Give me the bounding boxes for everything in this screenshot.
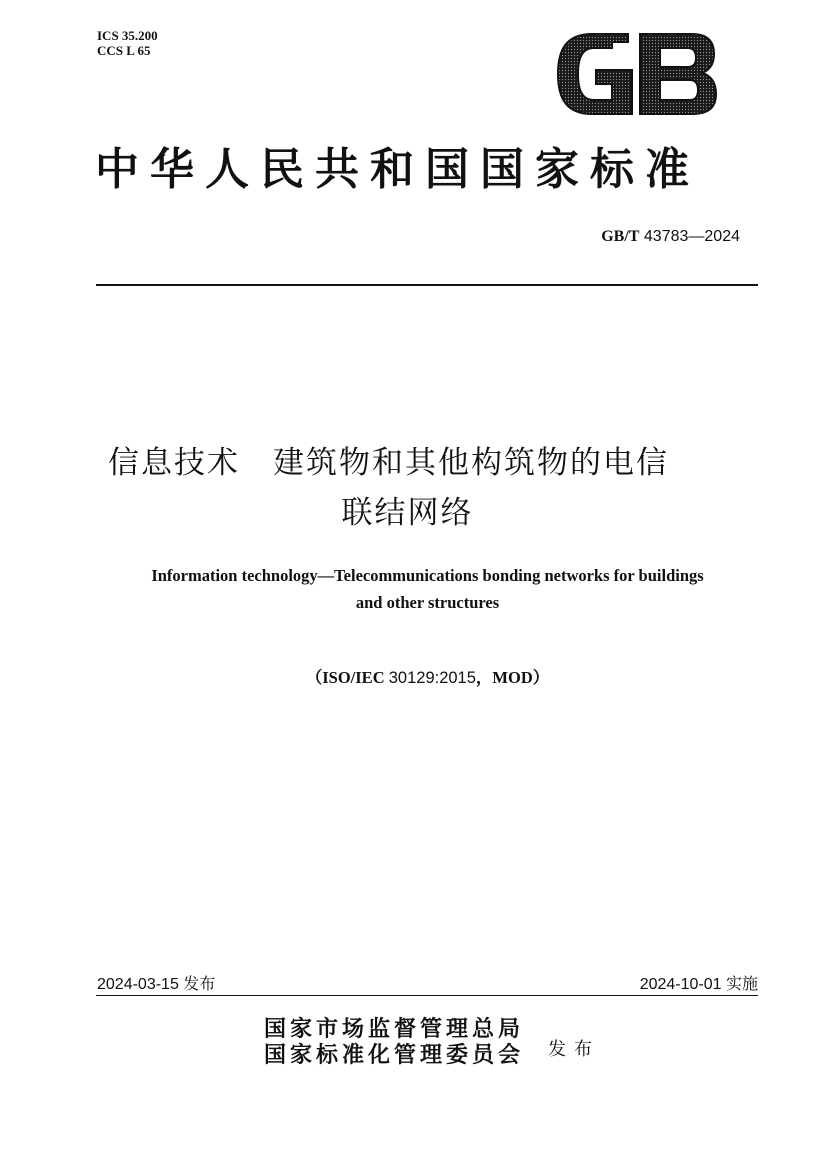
english-title-line-1: Information technology—Telecommunications bonding networks for buildings <box>151 566 704 585</box>
top-divider <box>96 284 758 286</box>
publish-label: 发布 <box>548 1039 600 1060</box>
implementation-date: 2024-10-01 实施 <box>639 976 758 993</box>
standard-number-value: 43783—2024 <box>643 228 740 245</box>
adoption-reference <box>60 664 795 688</box>
national-standard-title: 中华人民共和国国家标准 <box>95 144 700 195</box>
issue-date: 2024-03-15 发布 <box>97 976 216 993</box>
chinese-title <box>60 438 755 538</box>
adoption-open: （ISO/IEC <box>305 668 389 687</box>
gb-logo <box>552 30 718 118</box>
english-title-line-2: and other structures <box>355 593 500 612</box>
chinese-title-line-1: 信息技术 建筑物和其他构筑物的电信 <box>108 445 669 481</box>
chinese-title-line-2: 联结网络 <box>341 495 474 531</box>
bottom-divider <box>96 995 758 996</box>
issuer-samr: 国家市场监督管理总局 <box>264 1016 525 1042</box>
adoption-close: ，MOD） <box>475 668 550 687</box>
logo-letter-b <box>640 34 716 114</box>
issuing-authorities <box>264 1016 524 1068</box>
standard-number-prefix: GB/T <box>601 228 640 245</box>
classification-codes <box>97 28 158 58</box>
adoption-number: 30129:2015 <box>388 669 476 687</box>
logo-letter-g <box>558 34 632 114</box>
standard-number <box>601 228 740 246</box>
ccs-code: CCS L 65 <box>97 43 151 58</box>
ics-code: ICS 35.200 <box>97 28 158 43</box>
english-title <box>60 562 795 616</box>
issuer-sac: 国家标准化管理委员会 <box>264 1042 525 1068</box>
